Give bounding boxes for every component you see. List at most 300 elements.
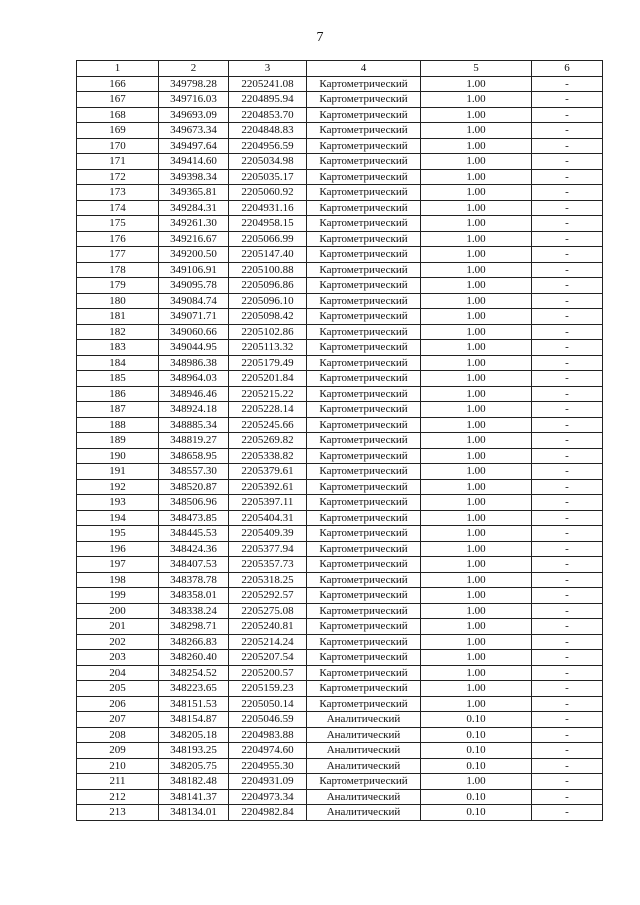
y-coordinate-cell: 2204956.59	[229, 138, 307, 154]
description-cell: -	[532, 76, 603, 92]
table-row	[77, 448, 603, 464]
method-cell: Картометрический	[307, 262, 421, 278]
x-coordinate-cell: 349216.67	[159, 231, 229, 247]
accuracy-cell: 1.00	[421, 309, 532, 325]
point-number-cell: 167	[77, 92, 159, 108]
description-cell: -	[532, 262, 603, 278]
y-coordinate-cell: 2205215.22	[229, 386, 307, 402]
accuracy-cell: 1.00	[421, 324, 532, 340]
y-coordinate-cell: 2205404.31	[229, 510, 307, 526]
description-cell: -	[532, 169, 603, 185]
table-row	[77, 665, 603, 681]
method-cell: Картометрический	[307, 681, 421, 697]
point-number-cell: 173	[77, 185, 159, 201]
table-row	[77, 123, 603, 139]
accuracy-cell: 1.00	[421, 386, 532, 402]
column-header: 5	[421, 61, 532, 77]
table-row	[77, 402, 603, 418]
method-cell: Картометрический	[307, 541, 421, 557]
method-cell: Аналитический	[307, 789, 421, 805]
coordinates-table	[76, 60, 603, 821]
point-number-cell: 191	[77, 464, 159, 480]
y-coordinate-cell: 2204931.16	[229, 200, 307, 216]
point-number-cell: 197	[77, 557, 159, 573]
table-row	[77, 510, 603, 526]
x-coordinate-cell: 349261.30	[159, 216, 229, 232]
description-cell: -	[532, 665, 603, 681]
accuracy-cell: 1.00	[421, 526, 532, 542]
method-cell: Картометрический	[307, 557, 421, 573]
table-row	[77, 386, 603, 402]
accuracy-cell: 1.00	[421, 510, 532, 526]
x-coordinate-cell: 348506.96	[159, 495, 229, 511]
x-coordinate-cell: 348223.65	[159, 681, 229, 697]
description-cell: -	[532, 247, 603, 263]
accuracy-cell: 1.00	[421, 681, 532, 697]
y-coordinate-cell: 2205034.98	[229, 154, 307, 170]
description-cell: -	[532, 805, 603, 821]
description-cell: -	[532, 619, 603, 635]
accuracy-cell: 1.00	[421, 216, 532, 232]
point-number-cell: 205	[77, 681, 159, 697]
table-row	[77, 727, 603, 743]
x-coordinate-cell: 349071.71	[159, 309, 229, 325]
point-number-cell: 170	[77, 138, 159, 154]
description-cell: -	[532, 355, 603, 371]
x-coordinate-cell: 349044.95	[159, 340, 229, 356]
description-cell: -	[532, 712, 603, 728]
description-cell: -	[532, 309, 603, 325]
y-coordinate-cell: 2205050.14	[229, 696, 307, 712]
table-row	[77, 495, 603, 511]
description-cell: -	[532, 743, 603, 759]
accuracy-cell: 1.00	[421, 479, 532, 495]
point-number-cell: 207	[77, 712, 159, 728]
method-cell: Картометрический	[307, 650, 421, 666]
point-number-cell: 166	[77, 76, 159, 92]
x-coordinate-cell: 348266.83	[159, 634, 229, 650]
x-coordinate-cell: 348407.53	[159, 557, 229, 573]
x-coordinate-cell: 348358.01	[159, 588, 229, 604]
x-coordinate-cell: 349284.31	[159, 200, 229, 216]
accuracy-cell: 0.10	[421, 805, 532, 821]
description-cell: -	[532, 231, 603, 247]
column-header: 2	[159, 61, 229, 77]
y-coordinate-cell: 2205113.32	[229, 340, 307, 356]
table-row	[77, 107, 603, 123]
point-number-cell: 187	[77, 402, 159, 418]
method-cell: Аналитический	[307, 743, 421, 759]
table-row	[77, 247, 603, 263]
y-coordinate-cell: 2205338.82	[229, 448, 307, 464]
description-cell: -	[532, 185, 603, 201]
x-coordinate-cell: 348378.78	[159, 572, 229, 588]
accuracy-cell: 1.00	[421, 448, 532, 464]
method-cell: Картометрический	[307, 355, 421, 371]
y-coordinate-cell: 2205392.61	[229, 479, 307, 495]
x-coordinate-cell: 348205.18	[159, 727, 229, 743]
accuracy-cell: 1.00	[421, 371, 532, 387]
table-row	[77, 76, 603, 92]
table-row	[77, 805, 603, 821]
method-cell: Картометрический	[307, 309, 421, 325]
description-cell: -	[532, 464, 603, 480]
description-cell: -	[532, 650, 603, 666]
method-cell: Картометрический	[307, 603, 421, 619]
x-coordinate-cell: 349398.34	[159, 169, 229, 185]
method-cell: Картометрический	[307, 634, 421, 650]
table-row	[77, 557, 603, 573]
description-cell: -	[532, 123, 603, 139]
description-cell: -	[532, 402, 603, 418]
description-cell: -	[532, 696, 603, 712]
table-row	[77, 696, 603, 712]
x-coordinate-cell: 348141.37	[159, 789, 229, 805]
table-row	[77, 712, 603, 728]
method-cell: Аналитический	[307, 805, 421, 821]
x-coordinate-cell: 348557.30	[159, 464, 229, 480]
y-coordinate-cell: 2204895.94	[229, 92, 307, 108]
x-coordinate-cell: 348819.27	[159, 433, 229, 449]
table-row	[77, 758, 603, 774]
y-coordinate-cell: 2205179.49	[229, 355, 307, 371]
accuracy-cell: 1.00	[421, 774, 532, 790]
table-header-row	[77, 61, 603, 77]
y-coordinate-cell: 2205200.57	[229, 665, 307, 681]
point-number-cell: 175	[77, 216, 159, 232]
method-cell: Картометрический	[307, 572, 421, 588]
column-header: 3	[229, 61, 307, 77]
y-coordinate-cell: 2205159.23	[229, 681, 307, 697]
table-row	[77, 293, 603, 309]
description-cell: -	[532, 541, 603, 557]
table-row	[77, 774, 603, 790]
accuracy-cell: 1.00	[421, 464, 532, 480]
table-row	[77, 185, 603, 201]
x-coordinate-cell: 348658.95	[159, 448, 229, 464]
table-row	[77, 743, 603, 759]
y-coordinate-cell: 2205147.40	[229, 247, 307, 263]
point-number-cell: 196	[77, 541, 159, 557]
y-coordinate-cell: 2205100.88	[229, 262, 307, 278]
point-number-cell: 176	[77, 231, 159, 247]
table-row	[77, 479, 603, 495]
method-cell: Аналитический	[307, 727, 421, 743]
accuracy-cell: 1.00	[421, 138, 532, 154]
method-cell: Картометрический	[307, 588, 421, 604]
accuracy-cell: 1.00	[421, 355, 532, 371]
description-cell: -	[532, 216, 603, 232]
x-coordinate-cell: 349673.34	[159, 123, 229, 139]
accuracy-cell: 1.00	[421, 92, 532, 108]
y-coordinate-cell: 2205096.10	[229, 293, 307, 309]
description-cell: -	[532, 588, 603, 604]
y-coordinate-cell: 2204853.70	[229, 107, 307, 123]
point-number-cell: 178	[77, 262, 159, 278]
x-coordinate-cell: 348151.53	[159, 696, 229, 712]
x-coordinate-cell: 348338.24	[159, 603, 229, 619]
accuracy-cell: 1.00	[421, 588, 532, 604]
point-number-cell: 208	[77, 727, 159, 743]
x-coordinate-cell: 348205.75	[159, 758, 229, 774]
x-coordinate-cell: 349084.74	[159, 293, 229, 309]
x-coordinate-cell: 348254.52	[159, 665, 229, 681]
method-cell: Картометрический	[307, 371, 421, 387]
x-coordinate-cell: 349365.81	[159, 185, 229, 201]
description-cell: -	[532, 479, 603, 495]
accuracy-cell: 0.10	[421, 789, 532, 805]
method-cell: Картометрический	[307, 185, 421, 201]
description-cell: -	[532, 138, 603, 154]
table-row	[77, 340, 603, 356]
x-coordinate-cell: 348885.34	[159, 417, 229, 433]
accuracy-cell: 1.00	[421, 402, 532, 418]
accuracy-cell: 1.00	[421, 417, 532, 433]
method-cell: Картометрический	[307, 169, 421, 185]
method-cell: Картометрический	[307, 619, 421, 635]
method-cell: Картометрический	[307, 247, 421, 263]
y-coordinate-cell: 2205275.08	[229, 603, 307, 619]
x-coordinate-cell: 348520.87	[159, 479, 229, 495]
method-cell: Картометрический	[307, 231, 421, 247]
description-cell: -	[532, 557, 603, 573]
description-cell: -	[532, 371, 603, 387]
x-coordinate-cell: 348154.87	[159, 712, 229, 728]
method-cell: Картометрический	[307, 417, 421, 433]
description-cell: -	[532, 293, 603, 309]
table-row	[77, 324, 603, 340]
y-coordinate-cell: 2205201.84	[229, 371, 307, 387]
description-cell: -	[532, 526, 603, 542]
description-cell: -	[532, 107, 603, 123]
y-coordinate-cell: 2205269.82	[229, 433, 307, 449]
point-number-cell: 206	[77, 696, 159, 712]
method-cell: Картометрический	[307, 293, 421, 309]
method-cell: Картометрический	[307, 340, 421, 356]
point-number-cell: 182	[77, 324, 159, 340]
accuracy-cell: 1.00	[421, 76, 532, 92]
point-number-cell: 204	[77, 665, 159, 681]
method-cell: Картометрический	[307, 696, 421, 712]
table-row	[77, 92, 603, 108]
accuracy-cell: 0.10	[421, 712, 532, 728]
table-row	[77, 154, 603, 170]
accuracy-cell: 1.00	[421, 696, 532, 712]
method-cell: Картометрический	[307, 386, 421, 402]
y-coordinate-cell: 2205207.54	[229, 650, 307, 666]
table-row	[77, 262, 603, 278]
x-coordinate-cell: 348986.38	[159, 355, 229, 371]
description-cell: -	[532, 417, 603, 433]
method-cell: Картометрический	[307, 107, 421, 123]
x-coordinate-cell: 348946.46	[159, 386, 229, 402]
y-coordinate-cell: 2205377.94	[229, 541, 307, 557]
point-number-cell: 180	[77, 293, 159, 309]
table-row	[77, 541, 603, 557]
description-cell: -	[532, 200, 603, 216]
point-number-cell: 177	[77, 247, 159, 263]
y-coordinate-cell: 2204955.30	[229, 758, 307, 774]
description-cell: -	[532, 340, 603, 356]
method-cell: Картометрический	[307, 526, 421, 542]
y-coordinate-cell: 2204848.83	[229, 123, 307, 139]
accuracy-cell: 1.00	[421, 650, 532, 666]
y-coordinate-cell: 2204983.88	[229, 727, 307, 743]
table-row	[77, 216, 603, 232]
accuracy-cell: 1.00	[421, 231, 532, 247]
x-coordinate-cell: 349200.50	[159, 247, 229, 263]
point-number-cell: 200	[77, 603, 159, 619]
table-row	[77, 464, 603, 480]
y-coordinate-cell: 2205228.14	[229, 402, 307, 418]
accuracy-cell: 0.10	[421, 758, 532, 774]
description-cell: -	[532, 448, 603, 464]
table-row	[77, 278, 603, 294]
y-coordinate-cell: 2205245.66	[229, 417, 307, 433]
y-coordinate-cell: 2205214.24	[229, 634, 307, 650]
accuracy-cell: 1.00	[421, 107, 532, 123]
y-coordinate-cell: 2205409.39	[229, 526, 307, 542]
method-cell: Картометрический	[307, 479, 421, 495]
x-coordinate-cell: 348134.01	[159, 805, 229, 821]
y-coordinate-cell: 2205096.86	[229, 278, 307, 294]
table-row	[77, 588, 603, 604]
table-row	[77, 355, 603, 371]
x-coordinate-cell: 348445.53	[159, 526, 229, 542]
description-cell: -	[532, 634, 603, 650]
method-cell: Аналитический	[307, 758, 421, 774]
method-cell: Картометрический	[307, 92, 421, 108]
point-number-cell: 212	[77, 789, 159, 805]
table-row	[77, 572, 603, 588]
accuracy-cell: 1.00	[421, 185, 532, 201]
table-row	[77, 634, 603, 650]
method-cell: Картометрический	[307, 154, 421, 170]
description-cell: -	[532, 433, 603, 449]
table-row	[77, 526, 603, 542]
description-cell: -	[532, 154, 603, 170]
table-row	[77, 138, 603, 154]
point-number-cell: 194	[77, 510, 159, 526]
point-number-cell: 189	[77, 433, 159, 449]
accuracy-cell: 1.00	[421, 169, 532, 185]
method-cell: Картометрический	[307, 402, 421, 418]
description-cell: -	[532, 386, 603, 402]
point-number-cell: 186	[77, 386, 159, 402]
y-coordinate-cell: 2204973.34	[229, 789, 307, 805]
x-coordinate-cell: 348964.03	[159, 371, 229, 387]
method-cell: Картометрический	[307, 495, 421, 511]
y-coordinate-cell: 2204958.15	[229, 216, 307, 232]
y-coordinate-cell: 2205292.57	[229, 588, 307, 604]
x-coordinate-cell: 349798.28	[159, 76, 229, 92]
point-number-cell: 209	[77, 743, 159, 759]
description-cell: -	[532, 324, 603, 340]
x-coordinate-cell: 349716.03	[159, 92, 229, 108]
x-coordinate-cell: 349414.60	[159, 154, 229, 170]
method-cell: Картометрический	[307, 278, 421, 294]
y-coordinate-cell: 2205241.08	[229, 76, 307, 92]
x-coordinate-cell: 349106.91	[159, 262, 229, 278]
accuracy-cell: 1.00	[421, 154, 532, 170]
accuracy-cell: 1.00	[421, 495, 532, 511]
column-header: 4	[307, 61, 421, 77]
method-cell: Картометрический	[307, 774, 421, 790]
y-coordinate-cell: 2205098.42	[229, 309, 307, 325]
point-number-cell: 181	[77, 309, 159, 325]
accuracy-cell: 1.00	[421, 557, 532, 573]
description-cell: -	[532, 603, 603, 619]
accuracy-cell: 1.00	[421, 634, 532, 650]
accuracy-cell: 1.00	[421, 665, 532, 681]
point-number-cell: 172	[77, 169, 159, 185]
point-number-cell: 195	[77, 526, 159, 542]
point-number-cell: 192	[77, 479, 159, 495]
column-header: 1	[77, 61, 159, 77]
method-cell: Аналитический	[307, 712, 421, 728]
x-coordinate-cell: 348473.85	[159, 510, 229, 526]
x-coordinate-cell: 349060.66	[159, 324, 229, 340]
method-cell: Картометрический	[307, 123, 421, 139]
point-number-cell: 199	[77, 588, 159, 604]
point-number-cell: 190	[77, 448, 159, 464]
table-row	[77, 371, 603, 387]
y-coordinate-cell: 2205318.25	[229, 572, 307, 588]
y-coordinate-cell: 2204931.09	[229, 774, 307, 790]
column-header: 6	[532, 61, 603, 77]
x-coordinate-cell: 348260.40	[159, 650, 229, 666]
method-cell: Картометрический	[307, 76, 421, 92]
table-row	[77, 231, 603, 247]
accuracy-cell: 1.00	[421, 433, 532, 449]
point-number-cell: 188	[77, 417, 159, 433]
description-cell: -	[532, 572, 603, 588]
method-cell: Картометрический	[307, 448, 421, 464]
accuracy-cell: 1.00	[421, 572, 532, 588]
accuracy-cell: 0.10	[421, 743, 532, 759]
method-cell: Картометрический	[307, 665, 421, 681]
y-coordinate-cell: 2204982.84	[229, 805, 307, 821]
x-coordinate-cell: 348924.18	[159, 402, 229, 418]
description-cell: -	[532, 774, 603, 790]
x-coordinate-cell: 348182.48	[159, 774, 229, 790]
description-cell: -	[532, 278, 603, 294]
y-coordinate-cell: 2205240.81	[229, 619, 307, 635]
accuracy-cell: 1.00	[421, 340, 532, 356]
point-number-cell: 210	[77, 758, 159, 774]
point-number-cell: 184	[77, 355, 159, 371]
accuracy-cell: 0.10	[421, 727, 532, 743]
point-number-cell: 193	[77, 495, 159, 511]
method-cell: Картометрический	[307, 464, 421, 480]
table-row	[77, 169, 603, 185]
table-row	[77, 650, 603, 666]
accuracy-cell: 1.00	[421, 293, 532, 309]
accuracy-cell: 1.00	[421, 262, 532, 278]
description-cell: -	[532, 92, 603, 108]
x-coordinate-cell: 349693.09	[159, 107, 229, 123]
table-body	[77, 76, 603, 820]
method-cell: Картометрический	[307, 324, 421, 340]
page-number: 7	[316, 30, 324, 45]
table-row	[77, 309, 603, 325]
x-coordinate-cell: 348298.71	[159, 619, 229, 635]
method-cell: Картометрический	[307, 138, 421, 154]
point-number-cell: 174	[77, 200, 159, 216]
description-cell: -	[532, 495, 603, 511]
y-coordinate-cell: 2205060.92	[229, 185, 307, 201]
accuracy-cell: 1.00	[421, 603, 532, 619]
